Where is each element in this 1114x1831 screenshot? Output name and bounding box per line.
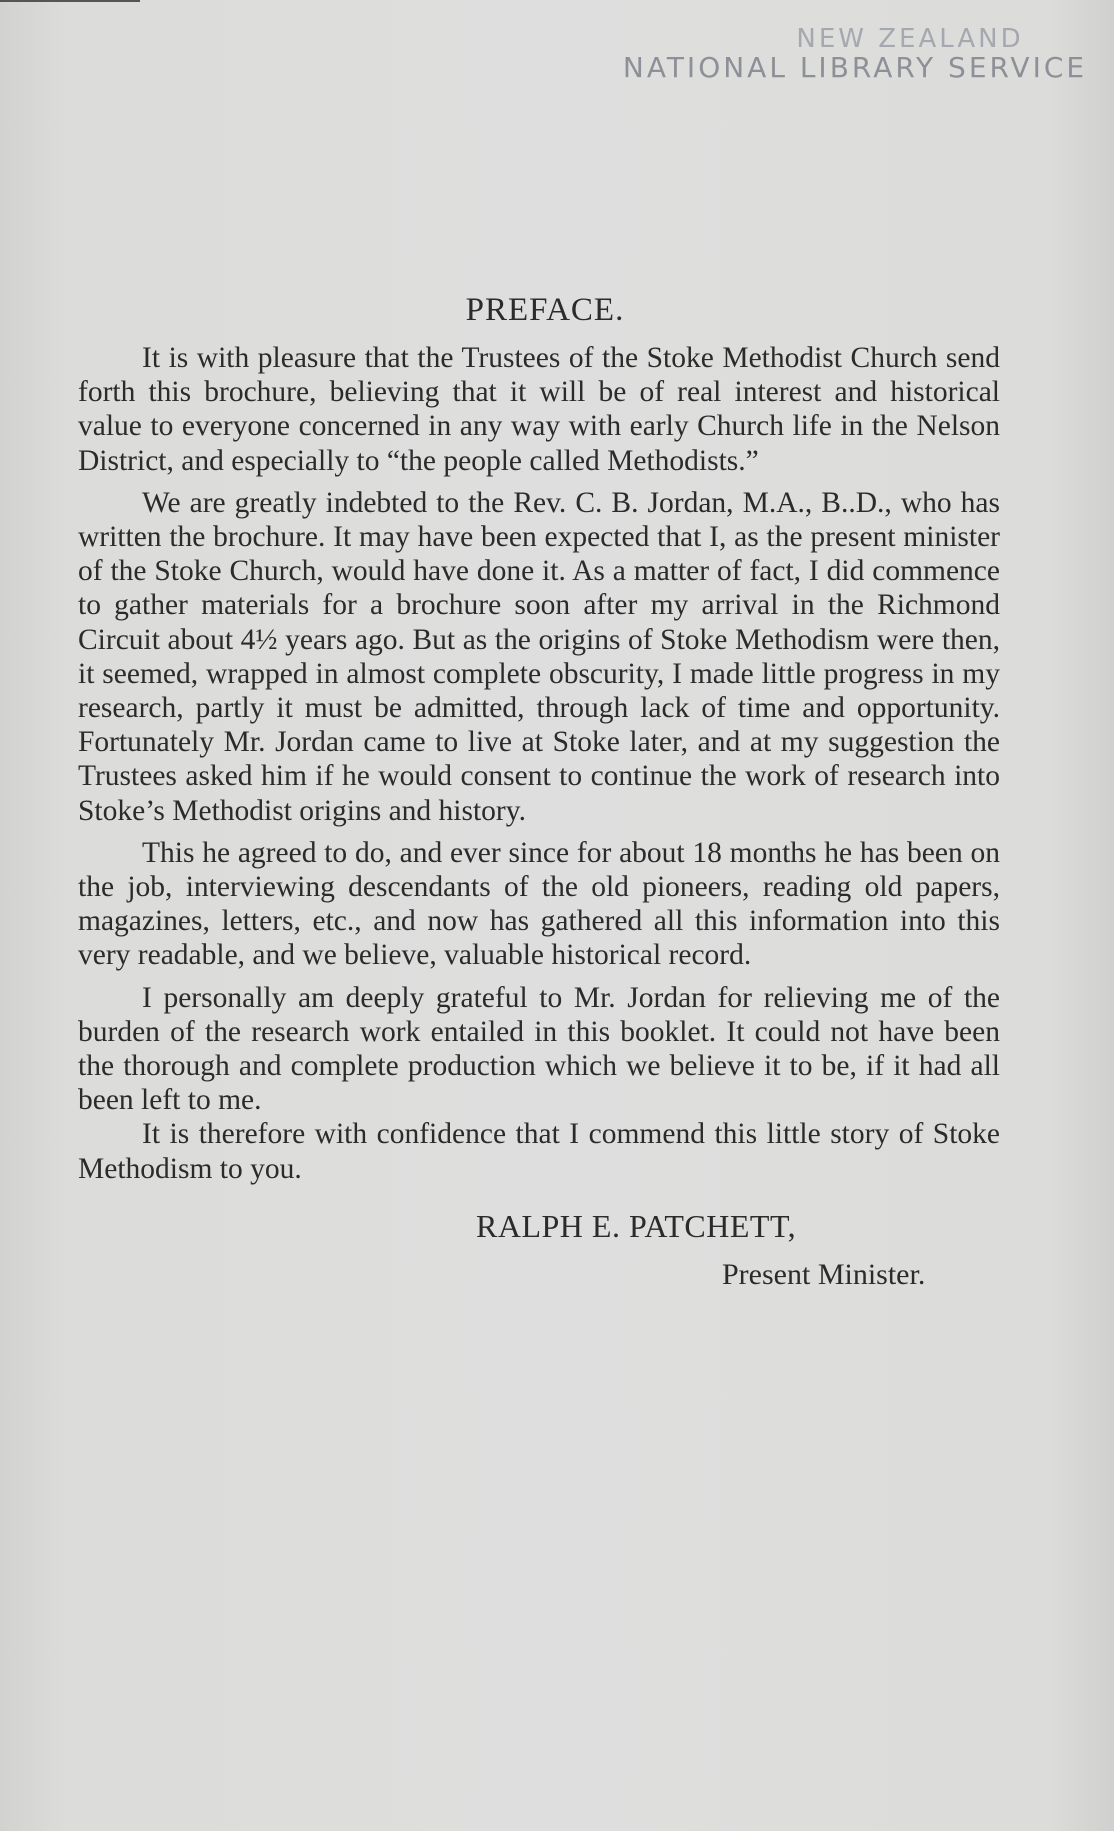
paragraph-5: It is therefore with confidence that I commend this little story of Stoke Methodism to you.	[78, 1118, 1000, 1185]
stamp-line-2: NATIONAL LIBRARY SERVICE	[622, 51, 1088, 84]
library-stamp	[620, 26, 1090, 82]
paragraph-3: This he agreed to do, and ever since for about 18 months he has been on the job, interviewing descendants of the old pioneers, reading old papers, magazines, letters, etc., and now has gathered all this information into this very readable, and we believe, valuable historical record.	[78, 836, 1000, 972]
paragraph-1: It is with pleasure that the Trustees of the Stoke Methodist Church send forth this brochure, believing that it will be of real interest and historical value to everyone concerned in any way with early Church life in the Nelson District, and especially to “the people called Methodists.”	[78, 342, 1000, 477]
stamp-line-1: NEW ZEALAND	[796, 24, 1024, 54]
top-rule	[0, 0, 140, 2]
signature-block	[78, 1208, 1000, 1328]
paragraph-2: We are greatly indebted to the Rev. C. B. Jordan, M.A., B..D., who has written the brochure. It may have been expected that I, as the present minister of the Stoke Church, would have done it. As a matter of fact, I did commence to gather materials for a brochure soon after my arrival in the Richmond Circuit about 4½ years ago. But as the origins of Stoke Methodism were then, it seemed, wrapped in almost complete obscurity, I made little progress in my research, partly it must be admitted, through lack of time and opportunity. Fortunately Mr. Jordan came to live at Stoke later, and at my suggestion the Trustees asked him if he would consent to continue the work of research into Stoke’s Methodist origins and history.	[78, 486, 1000, 827]
page-title: PREFACE.	[465, 292, 625, 328]
preface-body	[78, 292, 1000, 1328]
signatory-name: RALPH E. PATCHETT,	[476, 1207, 797, 1244]
paragraph-4: I personally am deeply grateful to Mr. Jordan for relieving me of the burden of the research work entailed in this booklet. It could not have been the thorough and complete production which we believe it to be, if it had all been left to me.	[78, 981, 1000, 1117]
signatory-role: Present Minister.	[722, 1257, 926, 1291]
